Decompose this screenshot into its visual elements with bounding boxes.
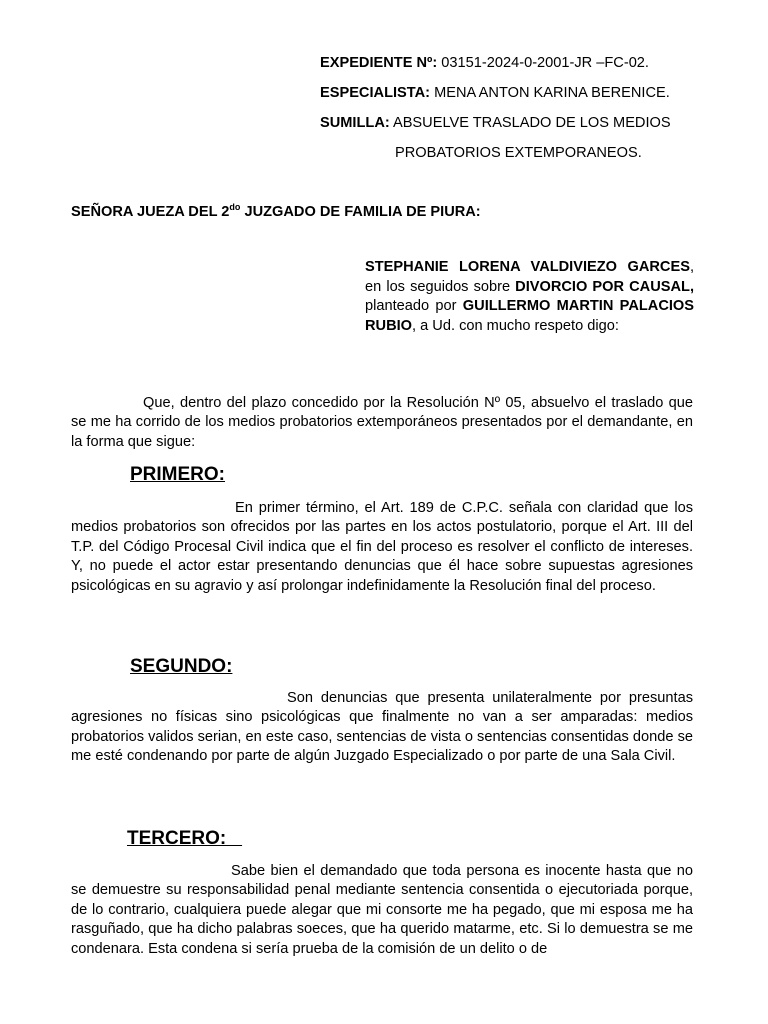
- intro-text3: , a Ud. con mucho respeto digo:: [412, 317, 619, 334]
- intro-text2: planteado por: [365, 298, 463, 315]
- section-heading-tercero: TERCERO:: [127, 828, 243, 849]
- intro-block: [365, 258, 694, 336]
- intro-opponent: GUILLERMO MARTIN PALACIOS RUBIO: [365, 298, 694, 334]
- opening-paragraph: Que, dentro del plazo concedido por la Resolución Nº 05, absuelvo el traslado que se me ha corrido de los medios probatorios extemporáneos presentados por el demandante, en la forma que sigue:: [71, 395, 693, 450]
- sumilla-value-line1: ABSUELVE TRASLADO DE LOS MEDIOS: [389, 115, 671, 131]
- section-body-segundo: Son denuncias que presenta unilateralmente por presuntas agresiones no físicas sino psicológicas que finalmente no van a ser amparadas: medios probatorios validos serian, en este caso, sentencias de vista o sentencias consentidas donde se me esté condenando por parte de algún Juzgado Especializado o por parte de una Sala Civil.: [71, 690, 693, 765]
- especialista-line: [320, 83, 670, 103]
- section-heading-primero: PRIMERO:: [130, 464, 225, 485]
- section-body-primero: En primer término, el Art. 189 de C.P.C. señala con claridad que los medios probatorios son ofrecidos por las partes en los actos postulatorio, porque el Art. III del T.P. del Código Procesal Civil indica que el fin del proceso es resolver el conflicto de intereses. Y, no puede el actor estar presentando denuncias que él hace sobre supuestas agresiones psicológicas en su agravio y así prolongar indefinidamente la Resolución final del proceso.: [71, 500, 693, 594]
- expediente-line: [320, 53, 649, 73]
- especialista-value: MENA ANTON KARINA BERENICE.: [430, 85, 670, 101]
- addressee-text-after: JUZGADO DE FAMILIA DE PIURA:: [240, 204, 481, 220]
- sumilla-label: SUMILLA:: [320, 115, 390, 131]
- addressee-superscript: do: [229, 202, 241, 213]
- especialista-label: ESPECIALISTA:: [320, 85, 431, 101]
- addressee: [71, 202, 481, 222]
- intro-text1: , en los seguidos sobre: [365, 259, 694, 295]
- sumilla-value-line2: PROBATORIOS EXTEMPORANEOS.: [395, 145, 642, 161]
- intro-name: STEPHANIE LORENA VALDIVIEZO GARCES: [365, 259, 690, 275]
- expediente-label: EXPEDIENTE Nº:: [320, 55, 438, 71]
- expediente-value: 03151-2024-0-2001-JR –FC-02.: [437, 55, 649, 71]
- section-body-tercero: Sabe bien el demandado que toda persona es inocente hasta que no se demuestre su responsabilidad penal mediante sentencia consentida o ejecutoriada porque, de lo contrario, cualquiera puede alegar que mi consorte me ha pegado, que mi esposa me ha rasguñado, que ha dicho palabras soeces, que ha querido matarme, etc. Si lo demuestra se me condenara. Esta condena si sería prueba de la comisión de un delito o de: [71, 863, 693, 957]
- sumilla-line: [320, 113, 671, 133]
- section-heading-segundo: SEGUNDO:: [130, 656, 233, 677]
- intro-matter: DIVORCIO POR CAUSAL,: [515, 278, 694, 295]
- addressee-text-before: SEÑORA JUEZA DEL 2: [71, 204, 230, 220]
